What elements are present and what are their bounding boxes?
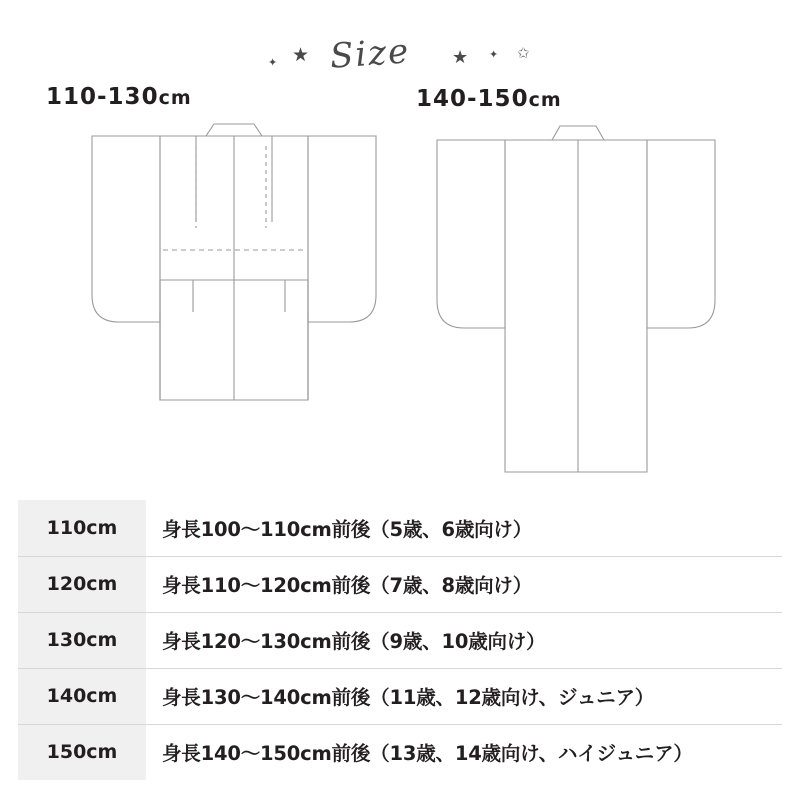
description-cell: 身長120～130cm前後（9歳、10歳向け） [162,630,546,653]
table-row [18,612,782,668]
size-cell: 120cm [18,556,146,612]
size-table [18,500,782,780]
illustration-area [0,100,800,490]
size-cell: 150cm [18,724,146,780]
group-range: 140-150 [416,86,529,112]
description-cell: 身長140～150cm前後（13歳、14歳向け、ハイジュニア） [162,742,693,766]
kimono-110-130-diagram [92,124,376,400]
star-icon: ✦ [489,49,499,61]
kimono-140-150-diagram [437,126,715,472]
table-row [18,500,782,556]
group-unit: cm [528,89,562,111]
star-icon: ★ [292,45,310,66]
page-header [0,18,800,77]
star-outline-icon: ✩ [517,45,530,62]
star-icon: ★ [452,47,469,67]
page-title: Size [328,31,412,77]
star-icon: ✦ [268,57,278,69]
table-row [18,556,782,612]
size-cell: 140cm [18,668,146,724]
group-range: 110-130 [46,84,159,110]
group-unit: cm [158,87,192,109]
table-row [18,724,782,780]
description-cell: 身長100～110cm前後（5歳、6歳向け） [162,517,533,541]
size-cell: 110cm [18,500,146,556]
table-row [18,668,782,724]
description-cell: 身長130～140cm前後（11歳、12歳向け、ジュニア） [162,686,655,709]
kimono-illustrations [0,100,800,490]
size-cell: 130cm [18,612,146,668]
description-cell: 身長110～120cm前後（7歳、8歳向け） [162,574,533,597]
